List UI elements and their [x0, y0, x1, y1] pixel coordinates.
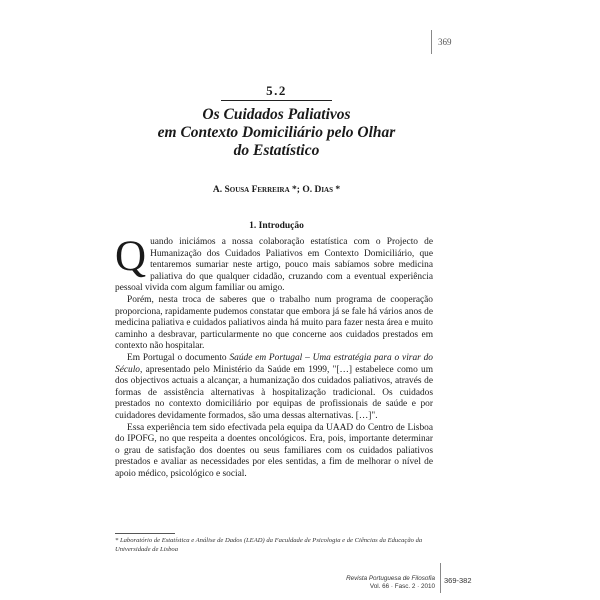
journal-title: Revista Portuguesa de Filosofia [346, 575, 435, 582]
title-line: Os Cuidados Paliativos [202, 106, 351, 123]
paragraph-text: uando iniciámos a nossa colaboração estatística com o Projecto de Humanização dos Cuidados Paliativos em Contexto Domiciliário, que tentaremos sumariar neste artigo, pouco mais sabíamos sobre medicina paliativa do que qualquer cidadão, cruzando com a eventual experiência pessoal vivida com algum familiar ou amigo. [115, 237, 433, 294]
paragraph: Porém, nesta troca de saberes que o trabalho num programa de cooperação proporciona, rapidamente pudemos constatar que embora já se fale há vários anos de medicina paliativa e cuidados paliativos ainda há muito para fazer nesta área e muito caminho a desbravar, particularmente no que concerne aos cuidados prestados em contexto não hospitalar. [115, 294, 433, 352]
document-title-ref: Saúde em Portugal – Uma estratégia para o virar do Século [115, 352, 433, 375]
paragraph-text: , apresentado pelo Ministério da Saúde em 1999, "[…] estabelece como um dos objectivos actuais a alcançar, a humanização dos cuidados paliativos, através de formas de assistência alternativas à hospitalização tradicional. Os cuidados prestados no contexto domiciliário por equipas de profissionais de saúde e por cuidadores devidamente formados, são uma dessas alternativas. […]". [115, 364, 433, 421]
paragraph-text: Em Portugal o documento [127, 352, 230, 363]
title-line: do Estatístico [233, 142, 320, 159]
footer-divider [440, 563, 441, 593]
journal-issue: Vol. 66 · Fasc. 2 · 2010 [369, 583, 435, 590]
drop-cap: Q [115, 233, 147, 280]
paragraph: Essa experiência tem sido efectivada pela equipa da UAAD do Centro de Lisboa do IPOFG, no que respeita a doentes oncológicos. Era, pois, importante determinar o grau de satisfação dos doentes ou seus familiares com os cuidados paliativos prestados e avaliar as necessidades por eles sentidas, a fim de melhorar o nível de apoio médico, psicológico e social. [115, 422, 433, 479]
paragraph [115, 233, 433, 295]
section-number: 5.2 [266, 83, 287, 98]
paragraph [115, 353, 433, 423]
article-title [0, 106, 553, 160]
footnote-rule [115, 533, 175, 534]
page-number: 369 [438, 37, 452, 47]
authors: A. Sousa Ferreira *; O. Dias * [212, 185, 341, 195]
title-line: em Contexto Domiciliário pelo Olhar [157, 124, 396, 141]
section-rule [221, 100, 332, 101]
subsection-heading: 1. Introdução [249, 221, 304, 231]
journal-info [335, 575, 435, 591]
footnote: * Laboratório de Estatística e Análise de Dados (LEAD) da Faculdade de Psicologia e de Ciências da Educação da Universidade de Lisboa [115, 537, 423, 553]
header-divider [431, 30, 432, 54]
article-body [115, 233, 433, 480]
page-range: 369-382 [444, 576, 472, 585]
